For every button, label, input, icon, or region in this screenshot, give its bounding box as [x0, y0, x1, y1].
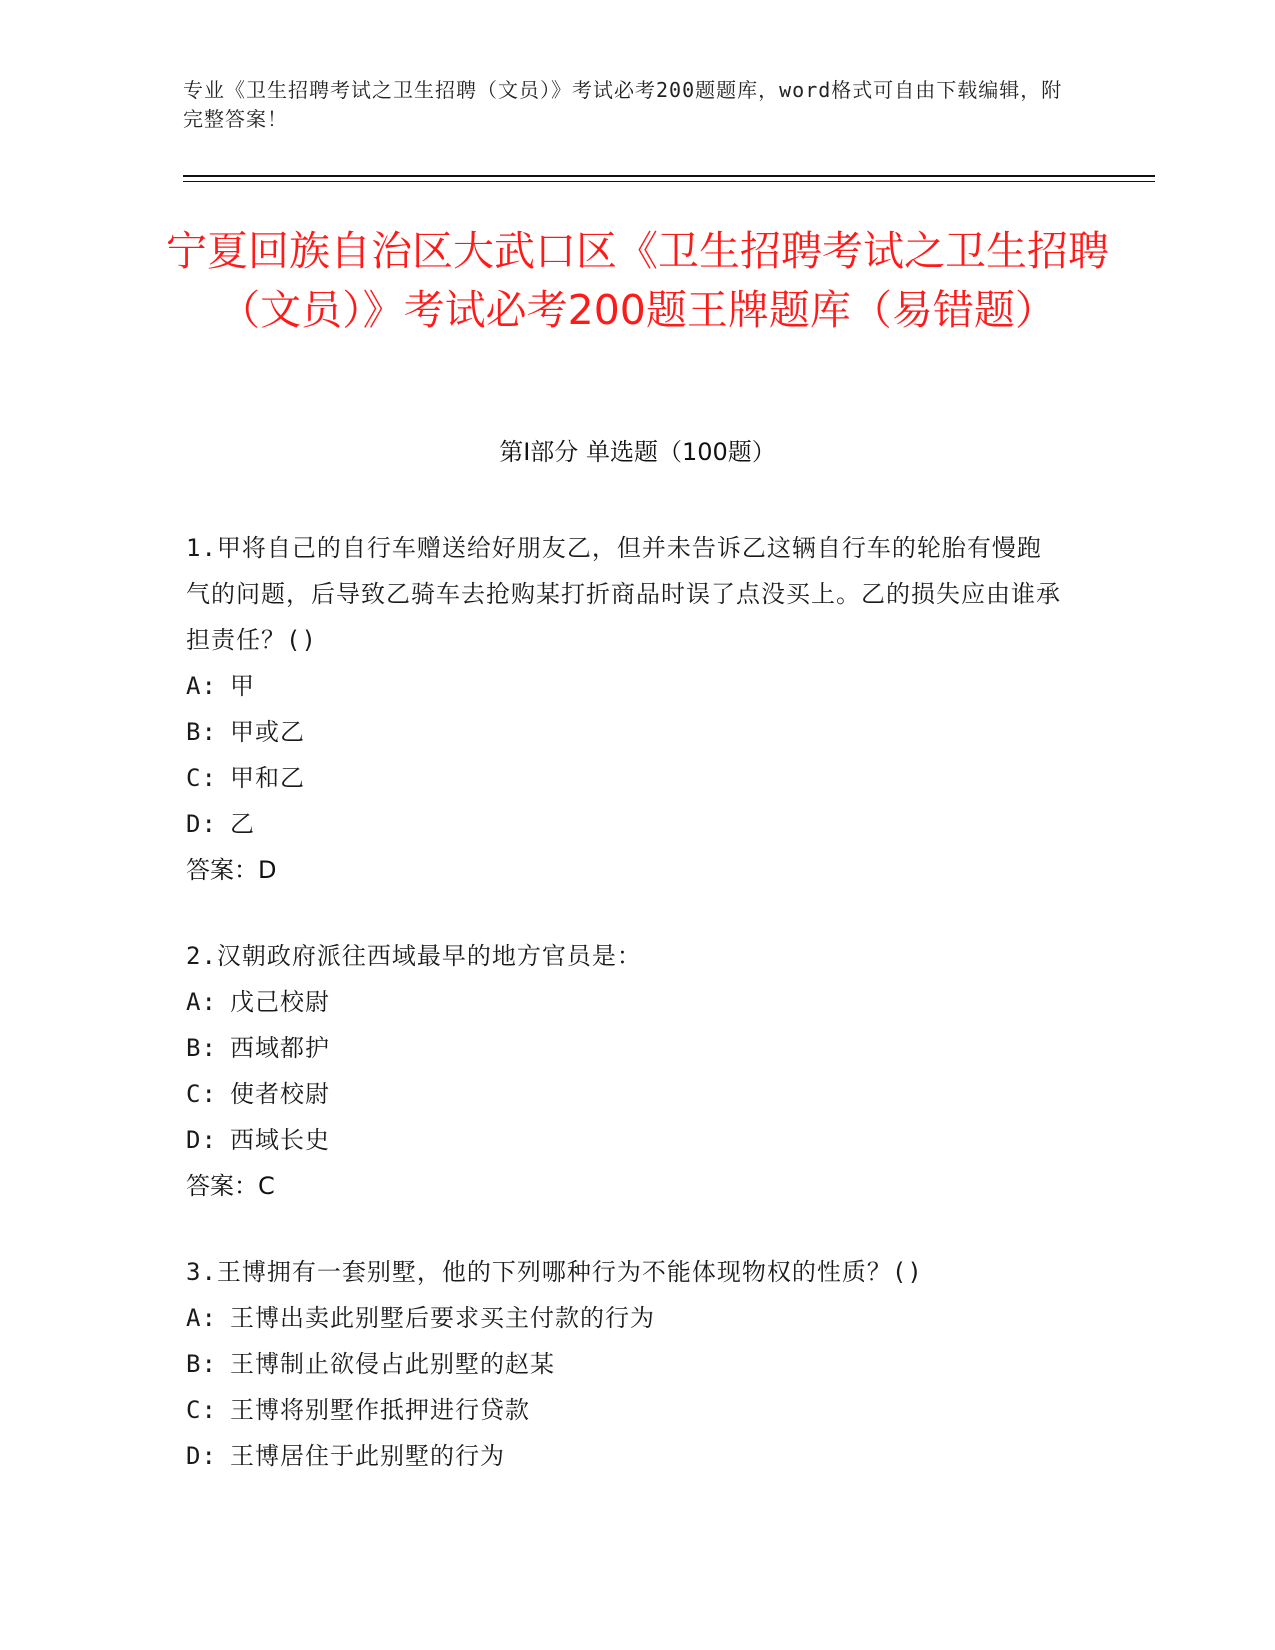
option-text: 使者校尉 — [230, 1080, 330, 1108]
question-list — [186, 525, 1066, 1519]
option-key: B: — [186, 718, 217, 746]
option-text: 甲或乙 — [230, 718, 305, 746]
option-d — [186, 801, 1066, 847]
option-key: C: — [186, 1396, 217, 1424]
option-d — [186, 1433, 1066, 1479]
answer: 答案：D — [186, 856, 277, 884]
document-title: 宁夏回族自治区大武口区《卫生招聘考试之卫生招聘（文员）》考试必考200题王牌题库（易错题） — [166, 227, 1109, 334]
option-text: 乙 — [230, 810, 255, 838]
question-1 — [186, 525, 1066, 893]
header-divider-thick — [183, 175, 1155, 177]
header-divider-thin — [183, 181, 1155, 182]
option-text: 西域长史 — [230, 1126, 330, 1154]
option-c — [186, 1071, 1066, 1117]
header-note: 专业《卫生招聘考试之卫生招聘（文员）》考试必考200题题库，word格式可自由下载编辑，附完整答案！ — [183, 78, 1063, 131]
option-text: 王博制止欲侵占此别墅的赵某 — [230, 1350, 555, 1378]
option-c — [186, 1387, 1066, 1433]
option-text: 西域都护 — [230, 1034, 330, 1062]
question-stem: 3.王博拥有一套别墅，他的下列哪种行为不能体现物权的性质？() — [186, 1258, 923, 1286]
option-d — [186, 1117, 1066, 1163]
option-a — [186, 663, 1066, 709]
question-3 — [186, 1249, 1066, 1479]
option-text: 甲和乙 — [230, 764, 305, 792]
question-stem: 1.甲将自己的自行车赠送给好朋友乙，但并未告诉乙这辆自行车的轮胎有慢跑气的问题，后导致乙骑车去抢购某打折商品时误了点没买上。乙的损失应由谁承担责任？() — [186, 534, 1061, 654]
option-b — [186, 1025, 1066, 1071]
option-text: 王博居住于此别墅的行为 — [230, 1442, 505, 1470]
option-b — [186, 1341, 1066, 1387]
option-key: A: — [186, 988, 217, 1016]
section-title: 第Ⅰ部分 单选题（100题） — [499, 438, 776, 466]
option-text: 王博将别墅作抵押进行贷款 — [230, 1396, 530, 1424]
option-text: 戊己校尉 — [230, 988, 330, 1016]
option-key: A: — [186, 672, 217, 700]
option-c — [186, 755, 1066, 801]
option-key: A: — [186, 1304, 217, 1332]
option-key: D: — [186, 1442, 217, 1470]
option-key: C: — [186, 1080, 217, 1108]
option-key: D: — [186, 810, 217, 838]
option-key: B: — [186, 1034, 217, 1062]
answer: 答案：C — [186, 1172, 275, 1200]
option-key: C: — [186, 764, 217, 792]
option-a — [186, 979, 1066, 1025]
option-a — [186, 1295, 1066, 1341]
question-stem: 2.汉朝政府派往西域最早的地方官员是： — [186, 942, 642, 970]
option-text: 甲 — [230, 672, 255, 700]
option-b — [186, 709, 1066, 755]
option-text: 王博出卖此别墅后要求买主付款的行为 — [230, 1304, 655, 1332]
option-key: B: — [186, 1350, 217, 1378]
option-key: D: — [186, 1126, 217, 1154]
question-2 — [186, 933, 1066, 1209]
